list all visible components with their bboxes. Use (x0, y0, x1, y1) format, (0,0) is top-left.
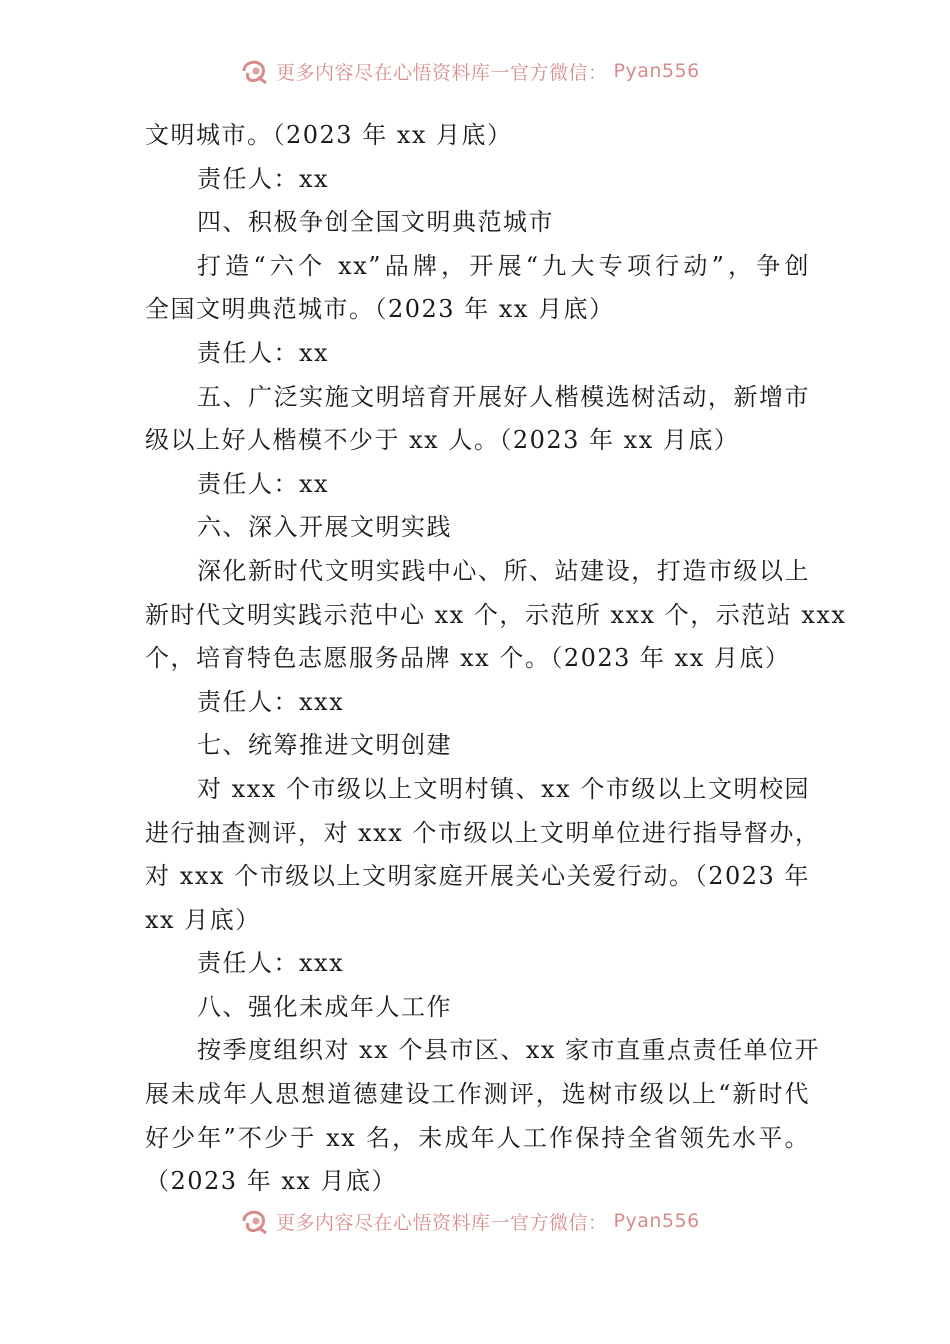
text-line: 深化新时代文明实践中心、所、站建设，打造市级以上 (197, 556, 810, 585)
text-line: 进行抽查测评，对 xxx 个市级以上文明单位进行指导督办， (145, 818, 821, 847)
text-line: 对 xxx 个市级以上文明家庭开展关心关爱行动。（2023 年 (145, 862, 810, 891)
section-heading: 五、广泛实施文明培育开展好人楷模选树活动，新增市 (197, 382, 810, 411)
brand-logo-icon (240, 1207, 270, 1235)
responsible-line: 责任人：xx (197, 164, 330, 193)
section-heading: 八、强化未成年人工作 (197, 992, 452, 1021)
text-line: 文明城市。（2023 年 xx 月底） (145, 121, 513, 149)
text-line: 对 xxx 个市级以上文明村镇、xx 个市级以上文明校园 (197, 774, 810, 803)
text-line: xx 月底） (145, 905, 261, 934)
watermark-banner-top (240, 56, 700, 86)
text-line: 按季度组织对 xx 个县市区、xx 家市直重点责任单位开 (197, 1036, 821, 1065)
text-line: 展未成年人思想道德建设工作测评，选树市级以上“新时代 (145, 1080, 810, 1109)
section-heading: 七、统筹推进文明创建 (197, 731, 452, 760)
section-heading: 六、深入开展文明实践 (197, 513, 452, 542)
text-line: （2023 年 xx 月底） (145, 1167, 398, 1196)
responsible-line: 责任人：xx (197, 338, 330, 367)
text-line: 全国文明典范城市。（2023 年 xx 月底） (145, 295, 615, 324)
watermark-text: 更多内容尽在心悟资料库一官方微信： (276, 61, 608, 84)
text-line: 打造“六个 xx”品牌，开展“九大专项行动”，争创 (197, 251, 810, 280)
watermark-banner-bottom (240, 1206, 700, 1236)
text-line: 新时代文明实践示范中心 xx 个，示范所 xxx 个，示范站 xxx (145, 600, 847, 629)
responsible-line: 责任人：xxx (197, 949, 345, 978)
responsible-line: 责任人：xxx (197, 687, 345, 716)
text-line: 好少年”不少于 xx 名，未成年人工作保持全省领先水平。 (145, 1123, 810, 1152)
text-line: 级以上好人楷模不少于 xx 人。（2023 年 xx 月底） (145, 426, 740, 455)
responsible-line: 责任人：xx (197, 469, 330, 498)
watermark-id: Pyan556 (613, 60, 700, 82)
document-body (145, 114, 847, 1204)
watermark-text: 更多内容尽在心悟资料库一官方微信： (276, 1211, 608, 1234)
section-heading: 四、积极争创全国文明典范城市 (197, 208, 554, 237)
text-line: 个，培育特色志愿服务品牌 xx 个。（2023 年 xx 月底） (145, 644, 791, 673)
brand-logo-icon (240, 57, 270, 85)
watermark-id: Pyan556 (613, 1210, 700, 1232)
